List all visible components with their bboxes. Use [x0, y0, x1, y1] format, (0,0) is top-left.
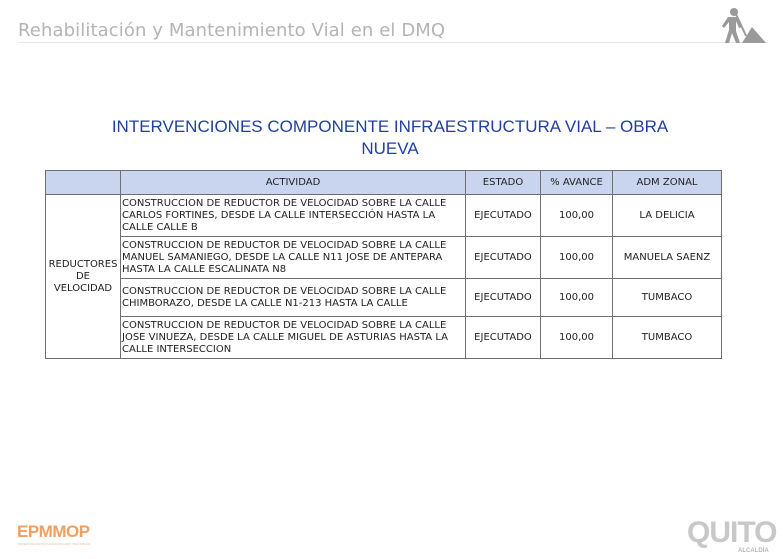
status-cell: EJECUTADO — [466, 279, 541, 317]
header-title: Rehabilitación y Mantenimiento Vial en el DMQ — [18, 20, 446, 41]
quito-logo-text: QUITO — [687, 516, 777, 549]
progress-cell: 100,00 — [541, 195, 613, 237]
table-row — [46, 237, 722, 279]
page-title-line1: INTERVENCIONES COMPONENTE INFRAESTRUCTURA VIAL – OBRA — [111, 117, 669, 136]
epmmop-logo — [16, 520, 125, 552]
table-row — [46, 279, 722, 317]
progress-cell: 100,00 — [541, 237, 613, 279]
table-row — [46, 195, 722, 237]
zonal-cell: LA DELICIA — [613, 195, 722, 237]
epmmop-logo-text: EPMMOP — [17, 522, 90, 541]
status-cell: EJECUTADO — [466, 195, 541, 237]
interventions-table — [45, 170, 722, 359]
epmmop-logo-subtext: EMPRESA PÚBLICA METROPOLITANA DE MOVILIDAD Y OBRAS PÚBLICAS — [18, 542, 125, 546]
header-divider — [18, 42, 768, 43]
progress-cell: 100,00 — [541, 317, 613, 359]
zonal-cell: TUMBACO — [613, 279, 722, 317]
quito-logo — [686, 512, 777, 554]
status-cell: EJECUTADO — [466, 237, 541, 279]
activity-cell: CONSTRUCCION DE REDUCTOR DE VELOCIDAD SOBRE LA CALLE CHIMBORAZO, DESDE LA CALLE N1-213 HASTA LA CALLE — [121, 279, 466, 317]
category-cell — [46, 195, 121, 359]
column-header-avance: % AVANCE — [541, 171, 613, 195]
table-header-row — [46, 171, 722, 195]
road-worker-icon — [712, 5, 768, 45]
category-line1: REDUCTORES — [48, 258, 118, 270]
page-title — [40, 116, 740, 160]
column-header-category — [46, 171, 121, 195]
zonal-cell: MANUELA SAENZ — [613, 237, 722, 279]
quito-logo-subtext: ALCALDÍA — [738, 548, 769, 554]
activity-cell: CONSTRUCCION DE REDUCTOR DE VELOCIDAD SOBRE LA CALLE MANUEL SAMANIEGO, DESDE LA CALLE N11 JOSE DE ANTEPARA HASTA LA CALLE ESCALINATA N8 — [121, 237, 466, 279]
table-row — [46, 317, 722, 359]
zonal-cell: TUMBACO — [613, 317, 722, 359]
column-header-estado: ESTADO — [466, 171, 541, 195]
progress-cell: 100,00 — [541, 279, 613, 317]
category-line2: DE VELOCIDAD — [53, 270, 113, 294]
status-cell: EJECUTADO — [466, 317, 541, 359]
column-header-zonal: ADM ZONAL — [613, 171, 722, 195]
column-header-actividad: ACTIVIDAD — [121, 171, 466, 195]
activity-cell: CONSTRUCCION DE REDUCTOR DE VELOCIDAD SOBRE LA CALLE JOSE VINUEZA, DESDE LA CALLE MIGUEL DE ASTURIAS HASTA LA CALLE INTERSECCION — [121, 317, 466, 359]
page-title-line2: NUEVA — [361, 139, 419, 158]
activity-cell: CONSTRUCCION DE REDUCTOR DE VELOCIDAD SOBRE LA CALLE CARLOS FORTINES, DESDE LA CALLE INTERSECCIÓN HASTA LA CALLE CALLE B — [121, 195, 466, 237]
